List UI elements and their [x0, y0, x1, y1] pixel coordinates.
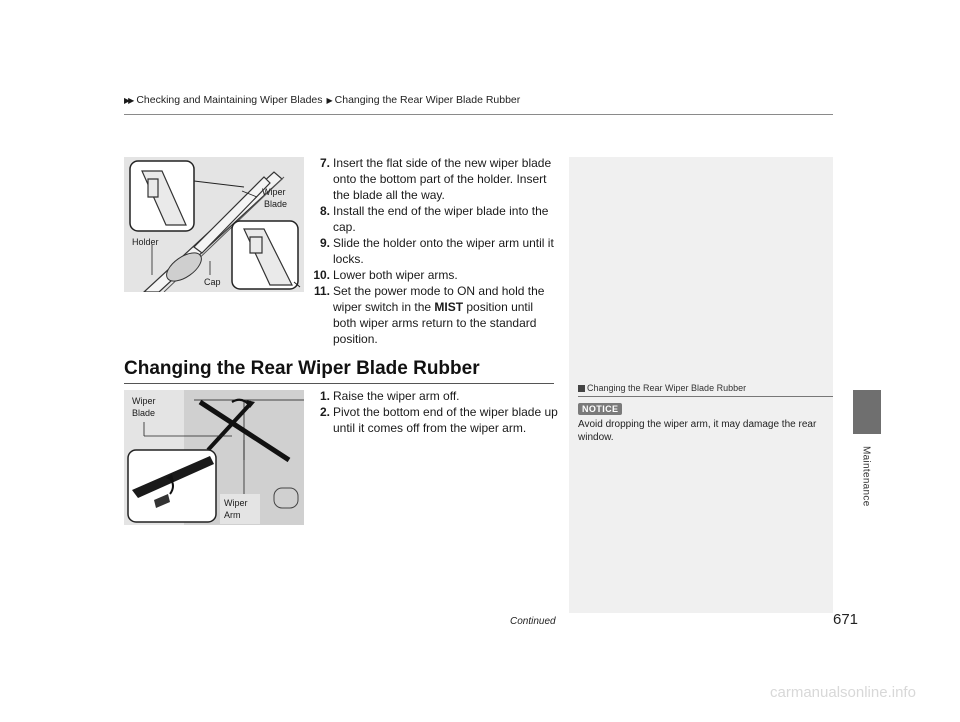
arrow-icon: ▶ [326, 95, 331, 105]
notice-text: Avoid dropping the wiper arm, it may damage the rear window. [578, 419, 817, 443]
breadcrumb-part1: Checking and Maintaining Wiper Blades [136, 94, 323, 106]
note-marker-icon [578, 385, 585, 392]
notice-badge: NOTICE [578, 403, 622, 415]
watermark: carmanualsonline.info [770, 684, 916, 701]
page-number: 671 [833, 611, 859, 628]
step-item: 2. Pivot the bottom end of the wiper blade up until it comes off from the wiper arm. [319, 405, 558, 435]
rear-wiper-illustration [124, 390, 304, 525]
steps-bottom [308, 388, 558, 436]
wiper-blade-label: Wiper [262, 187, 286, 197]
wiper-blade-install-illustration [124, 157, 304, 292]
step-item: 8. Install the end of the wiper blade into the cap. [319, 204, 549, 234]
section-tab-label: Maintenance [860, 446, 872, 507]
step-item: 11. Set the power mode to ON and hold the wiper switch in the MIST position until both wiper arms return to the standard position. [313, 284, 545, 346]
breadcrumb [124, 94, 520, 106]
note-rule [578, 396, 833, 397]
svg-text:Blade: Blade [264, 199, 288, 209]
step-item: 9. Slide the holder onto the wiper arm until it locks. [319, 236, 554, 266]
svg-text:Blade: Blade [132, 408, 156, 418]
steps-top [308, 155, 558, 347]
step-item: 10. Lower both wiper arms. [313, 268, 458, 282]
section-tab [853, 390, 881, 434]
note-heading: Changing the Rear Wiper Blade Rubber [578, 383, 746, 393]
step-item: 1. Raise the wiper arm off. [319, 389, 460, 403]
section-title: Changing the Rear Wiper Blade Rubber [124, 358, 480, 379]
cap-label: Cap [204, 277, 221, 287]
continued-label: Continued [510, 616, 556, 627]
svg-text:Arm: Arm [224, 510, 241, 520]
breadcrumb-part2: Changing the Rear Wiper Blade Rubber [334, 94, 521, 106]
double-arrow-icon: ▶▶ [124, 95, 133, 105]
step-item: 7. Insert the flat side of the new wiper blade onto the bottom part of the holder. Insert the blade all the way. [319, 156, 552, 202]
section-rule [124, 383, 554, 384]
holder-label: Holder [132, 237, 159, 247]
header-rule [124, 114, 833, 115]
wiper-blade-label-2: Wiper [132, 396, 156, 406]
wiper-arm-label: Wiper [224, 498, 248, 508]
